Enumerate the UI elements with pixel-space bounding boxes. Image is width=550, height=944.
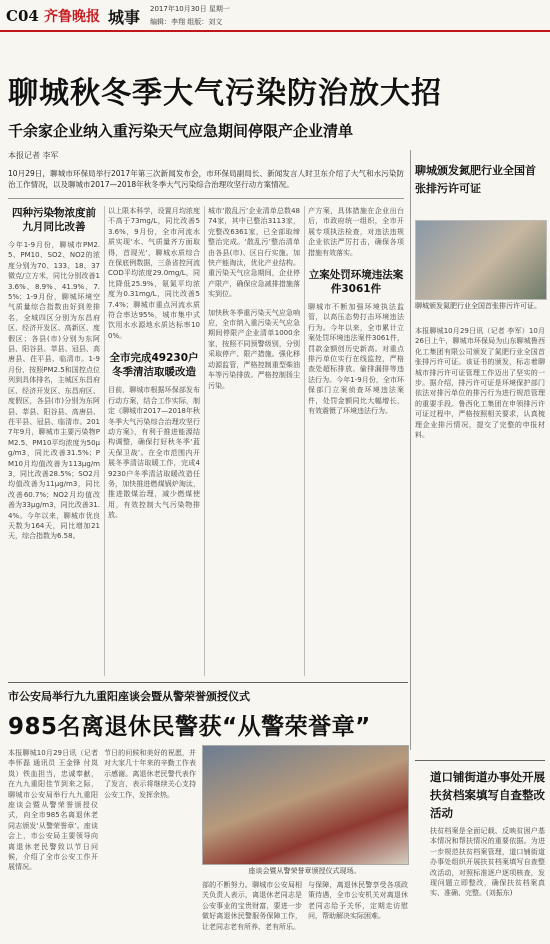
main-subheadline: 千余家企业纳入重污染天气应急期间停限产企业清单 bbox=[8, 122, 354, 140]
column-3-text: 城市‘散乱污’企业清单总数4874家，其中已整治3113家，完整改6361家，已全部取缔整治完成。‘散乱污’整治清单由各县(市)、区自行实施。加快产能淘汰，优化产业结构。重污染天气应急期间，企业停产限产，确保应急减排措施落实到位。 bbox=[208, 207, 300, 299]
column-1-text: 今年1-9月份，聊城市PM2.5、PM10、SO2、NO2的浓度分别为70、133、18、37微克/立方米，同比分别改善13.6%、8.9%、41.9%、7.5%；1-9月份，聊城环境空气质量综合指数由好到差排名，全城四区分别为东昌府区、经济开发区、高新区、度假区；各县(市)分别为东阿县、阳谷县、莘县、冠县、高唐县、茌平县、临清市。1-9月份，按照PM2.5和国控点位列到具体排名，主城区东昌府区、经济开发区、东昌府区、度假区，各县(市)分别为东阿县、莘县、阳谷县、高唐县、茌平县、冠县、临清市。2017年9月，聊城市主要污染物PM2.5、PM10平均浓度为50μg/m3，同比改善31.5%；PM10月均值改善为113μg/m3，同比改善28.5%；SO2月均值改善为11μg/m3，同比改善60.7%；NO2月均值改善为33μg/m3，同比改善31.4%。今年以来，聊城市优良天数为164天，同比增加21天，综合指数为6.58。 bbox=[8, 241, 100, 541]
editor-credits: 编辑：李翔 组版：刘文 bbox=[150, 18, 223, 26]
column-4-text2: 聊城市不断加强环境执法监管，以高压态势打击环境违法行为。今年以来，全市累计立案处罚环境违法案件3061件，罚款金额创历史新高。对重点排污单位实行在线监控，严格查处超标排放、偷排漏排等违法行为。今年1-9月份，全市环保部门立案侦查环境违法案件，处罚金额同比大幅增长，有效震慑了环境违法行为。 bbox=[308, 303, 404, 416]
column-4 bbox=[308, 206, 404, 417]
newspaper-brand: 齐鲁晚报 bbox=[44, 9, 100, 25]
column-2 bbox=[108, 206, 200, 521]
bottom-right-title: 道口铺街道办事处开展扶贫档案填写自查整改活动 bbox=[430, 770, 545, 820]
right-photo-caption: 聊城颁发氮肥行业全国首张排污许可证。 bbox=[415, 302, 541, 310]
column-4-text: 产方案，具体措施在企业出台后，市政府统一组织，全市开展专项执法检查，对违法违规企业依法严厉打击，确保各项措施有效落实。 bbox=[308, 207, 404, 257]
header-rule bbox=[0, 30, 550, 32]
lower-photo-caption: 座谈会暨从警荣誉章颁授仪式现场。 bbox=[248, 867, 361, 875]
column-divider bbox=[304, 206, 305, 676]
right-article-title: 聊城颁发氮肥行业全国首张排污许可证 bbox=[415, 164, 536, 195]
column-4-title: 立案处罚环境违法案件3061件 bbox=[308, 269, 404, 296]
lower-section-rule bbox=[8, 682, 408, 683]
lead-divider bbox=[8, 198, 404, 199]
column-2-text: 以上限本科学，设置月均浓度不高于73mg/L，同比改善53.6%，9月份，全市河流水质实现‘水、气质量齐方面取得，首现光'，聊城水质综合在保底例数据，三条省控河流COD平均浓度29.0mg/L，同比降低25.9%，氨氮平均浓度为0.31mg/L，同比改善57.4%；聊城市重点河流水质符合率达95%，城市集中式饮用水水源地水质达标率100%。 bbox=[108, 207, 200, 340]
section-name: 城事 bbox=[108, 8, 141, 27]
column-3-text2: 加快秋冬季重污染天气应急响应，全市纳入重污染天气应急期间停限产企业清单1000余家，按照不同预警级别，分别采取停产、限产措施。强化移动源监管，严格控制重型柴油车等污染排放。严格控制扬尘污染。 bbox=[208, 308, 300, 390]
column-3 bbox=[208, 206, 300, 391]
main-lead-paragraph: 10月29日，聊城市环保局举行2017年第三次新闻发布会，市环保局副局长、新闻发言人时卫东介绍了大气和水污染防治工作情况，以及聊城市2017—2018年秋冬季大气污染综合治理攻坚行动方案情况。 bbox=[8, 169, 404, 189]
lower-column-2: 节日的问候和美好的祝愿，并对大家几十年来的辛勤工作表示感谢。离退休老民警代表作了发言，表示将继续关心支持公安工作，发挥余热。 bbox=[104, 749, 196, 799]
page-header bbox=[0, 0, 550, 34]
column-divider bbox=[104, 206, 105, 676]
right-column-divider bbox=[410, 150, 411, 750]
bottom-right-rule bbox=[415, 760, 545, 761]
page-number: C04 bbox=[6, 7, 39, 25]
main-headline: 聊城秋冬季大气污染防治放大招 bbox=[8, 76, 442, 111]
lower-article-title: 985名离退休民警获“从警荣誉章” bbox=[8, 714, 371, 740]
main-byline: 本报记者 李军 bbox=[8, 151, 59, 160]
lower-article-photo bbox=[202, 745, 409, 865]
column-2-title: 全市完成49230户冬季清洁取暖改造 bbox=[109, 352, 199, 379]
lower-article-kicker: 市公安局举行九九重阳座谈会暨从警荣誉颁授仪式 bbox=[8, 690, 250, 703]
lower-column-3: 部的不断努力。聊城市公安局相关负责人表示，离退休老同志是公安事业的宝贵财富，要进一步做好离退休民警服务保障工作，让老同志老有所养、老有所乐。 bbox=[202, 881, 302, 931]
right-article-photo bbox=[415, 220, 547, 300]
lower-column-1: 本报聊城10月29日讯（记者 李怀磊 通讯员 王金锋 付岚岚）铁血担当，忠诚奉献，在九九重阳佳节到来之际，聊城市公安局举行九九重阳座谈会暨从警荣誉颁授仪式，向全市985名离退休老同志颁发‘从警荣誉章’。座谈会上，市公安局主要领导向离退休老民警致以节日问候，介绍了全市公安工作开展情况。 bbox=[8, 749, 98, 872]
column-1-title: 四种污染物浓度前九月同比改善 bbox=[12, 207, 96, 233]
right-article-text: 本报聊城10月29日讯（记者 李军）10月26日上午，聊城市环保局为山东聊城鲁西化工集团有限公司颁发了氮肥行业全国首张排污许可证。该证书的颁发，标志着聊城市排污许可证管理工作迈出了坚实的一步。据介绍，排污许可证是环境保护部门依法对排污单位的排污行为进行规范管理的重要手段。鲁西化工集团在申领排污许可证过程中，严格按照相关要求，认真梳理企业排污情况，提交了完整的申报材料。 bbox=[415, 327, 545, 440]
column-1 bbox=[8, 206, 100, 542]
bottom-right-text: 扶贫档案是全面记载、反映贫困户基本情况和帮扶情况的重要依据。为进一步规范扶贫档案管理，道口铺街道办事处组织开展扶贫档案填写自查整改活动，对照标准逐户逐项核查，发现问题立即整改，确保扶贫档案真实、准确、完整。(刘振东) bbox=[430, 827, 545, 898]
lower-column-4: 与保障，离退休民警享受各项政策待遇，全市公安机关对离退休老同志给予关怀，定期走访慰问，帮助解决实际困难。 bbox=[308, 881, 408, 921]
column-2-text2: 目前，聊城市根据环保部发布行动方案，结合工作实际，制定《聊城市2017—2018年秋冬季大气污染综合治理攻坚行动方案》，有利于推进能源结构调整，确保打好秋冬季‘蓝天保卫战’。在全市范围内开展冬季清洁取暖工作，完成49230户冬季清洁取暖改造任务，加快推进燃煤锅炉淘汰，推进散煤治理，减少燃煤使用，有效控制大气污染物排放。 bbox=[108, 386, 200, 520]
issue-date: 2017年10月30日 星期一 bbox=[150, 5, 230, 13]
column-divider bbox=[204, 206, 205, 676]
